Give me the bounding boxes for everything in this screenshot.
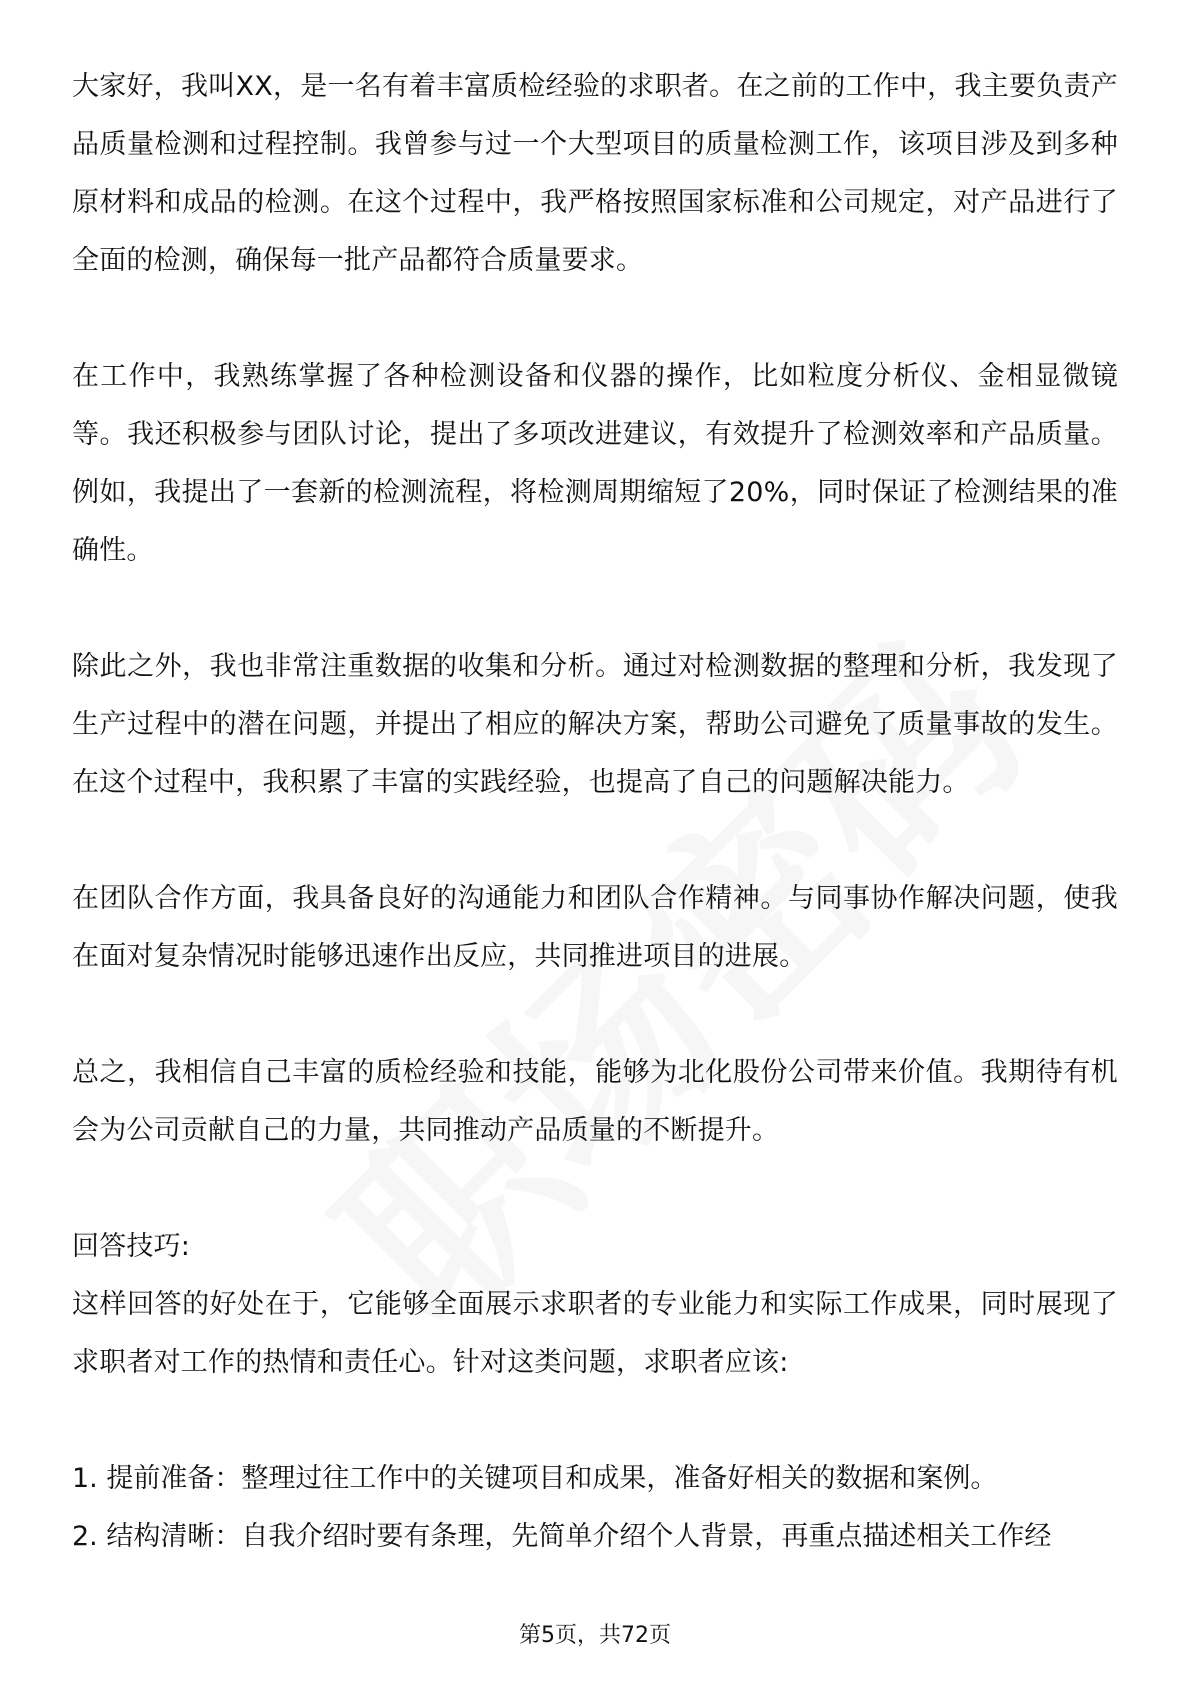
document-body (72, 58, 1118, 1566)
list-item: 2. 结构清晰：自我介绍时要有条理，先简单介绍个人背景，再重点描述相关工作经 (72, 1521, 1052, 1552)
paragraph-conclusion: 总之，我相信自己丰富的质检经验和技能，能够为北化股份公司带来价值。我期待有机会为公司贡献自己的力量，共同推动产品质量的不断提升。 (72, 1057, 1118, 1146)
tips-heading: 回答技巧: (72, 1231, 191, 1262)
tips-list (72, 1450, 1118, 1566)
paragraph-intro: 大家好，我叫XX，是一名有着丰富质检经验的求职者。在之前的工作中，我主要负责产品质量检测和过程控制。我曾参与过一个大型项目的质量检测工作，该项目涉及到多种原材料和成品的检测。在这个过程中，我严格按照国家标准和公司规定，对产品进行了全面的检测，确保每一批产品都符合质量要求。 (72, 71, 1118, 276)
page-number: 第5页，共72页 (519, 1623, 671, 1648)
list-item: 1. 提前准备：整理过往工作中的关键项目和成果，准备好相关的数据和案例。 (72, 1463, 998, 1494)
tips-intro: 这样回答的好处在于，它能够全面展示求职者的专业能力和实际工作成果，同时展现了求职者对工作的热情和责任心。针对这类问题，求职者应该: (72, 1289, 1118, 1378)
paragraph-teamwork: 在团队合作方面，我具备良好的沟通能力和团队合作精神。与同事协作解决问题，使我在面对复杂情况时能够迅速作出反应，共同推进项目的进展。 (72, 883, 1118, 972)
paragraph-data-analysis: 除此之外，我也非常注重数据的收集和分析。通过对检测数据的整理和分析，我发现了生产过程中的潜在问题，并提出了相应的解决方案，帮助公司避免了质量事故的发生。在这个过程中，我积累了丰富的实践经验，也提高了自己的问题解决能力。 (72, 651, 1118, 798)
paragraph-skills: 在工作中，我熟练掌握了各种检测设备和仪器的操作，比如粒度分析仪、金相显微镜等。我还积极参与团队讨论，提出了多项改进建议，有效提升了检测效率和产品质量。例如，我提出了一套新的检测流程，将检测周期缩短了20%，同时保证了检测结果的准确性。 (72, 361, 1118, 566)
